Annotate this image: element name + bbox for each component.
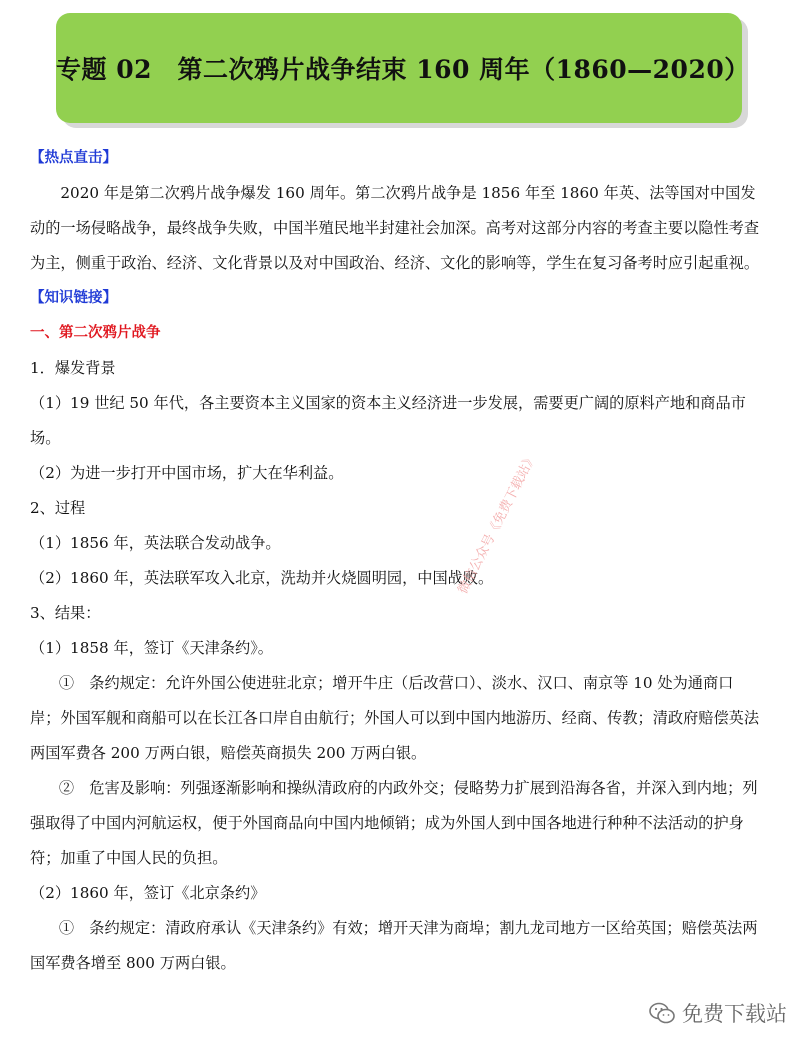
line-tianjin-impact: ② 危害及影响：列强逐渐影响和操纵清政府的内政外交；侵略势力扩展到沿海各省，并深入到内地；列强取得了中国内河航运权，便于外国商品向中国内地倾销；成为外国人到中国各地进行种种不法活动的护身符；加重了中国人民的负担。 [30,779,758,867]
logo-text: 免费下载站 [682,1002,787,1026]
line-result-1: （1）1858 年，签订《天津条约》。 [30,639,273,657]
line-result-heading: 3、结果： [30,604,101,622]
title-banner [56,13,750,123]
section-heading: 一、第二次鸦片战争 [30,325,161,341]
line-process-2: （2）1860 年，英法联军攻入北京，洗劫并火烧圆明园，中国战败。 [30,569,494,587]
line-process-heading: 2、过程 [30,499,86,517]
document-body [30,141,760,981]
line-background-2: （2）为进一步打开中国市场，扩大在华利益。 [30,464,344,482]
page-title: 专题 02 第二次鸦片战争结束 160 周年（1860—2020） [56,55,750,84]
hot-topic-label: 【热点直击】 [30,150,117,166]
knowledge-link-label: 【知识链接】 [30,290,117,306]
watermark: 微信公众号《免费下载站》 [455,450,540,597]
line-process-1: （1）1856 年，英法联合发动战争。 [30,534,281,552]
line-beijing-terms: ① 条约规定：清政府承认《天津条约》有效；增开天津为商埠；割九龙司地方一区给英国；赔偿英法两国军费各增至 800 万两白银。 [30,919,758,972]
line-background-heading: 1．爆发背景 [30,359,116,377]
hot-topic-paragraph: 2020 年是第二次鸦片战争爆发 160 周年。第二次鸦片战争是 1856 年至 1860 年英、法等国对中国发动的一场侵略战争，最终战争失败，中国半殖民地半封建社会加深。高考对这部分内容的考查主要以隐性考查为主，侧重于政治、经济、文化背景以及对中国政治、经济、文化的影响等，学生在复习备考时应引起重视。 [30,184,759,272]
wechat-icon [648,1001,676,1025]
line-result-2: （2）1860 年，签订《北京条约》 [30,884,266,902]
line-background-1: （1）19 世纪 50 年代，各主要资本主义国家的资本主义经济进一步发展，需要更广阔的原料产地和商品市场。 [30,394,746,447]
footer-logo [648,996,787,1030]
line-tianjin-terms: ① 条约规定：允许外国公使进驻北京；增开牛庄（后改营口）、淡水、汉口、南京等 10 处为通商口岸；外国军舰和商船可以在长江各口岸自由航行；外国人可以到中国内地游历、经商、传教；清政府赔偿英法两国军费各 200 万两白银，赔偿英商损失 200 万两白银。 [30,674,759,762]
